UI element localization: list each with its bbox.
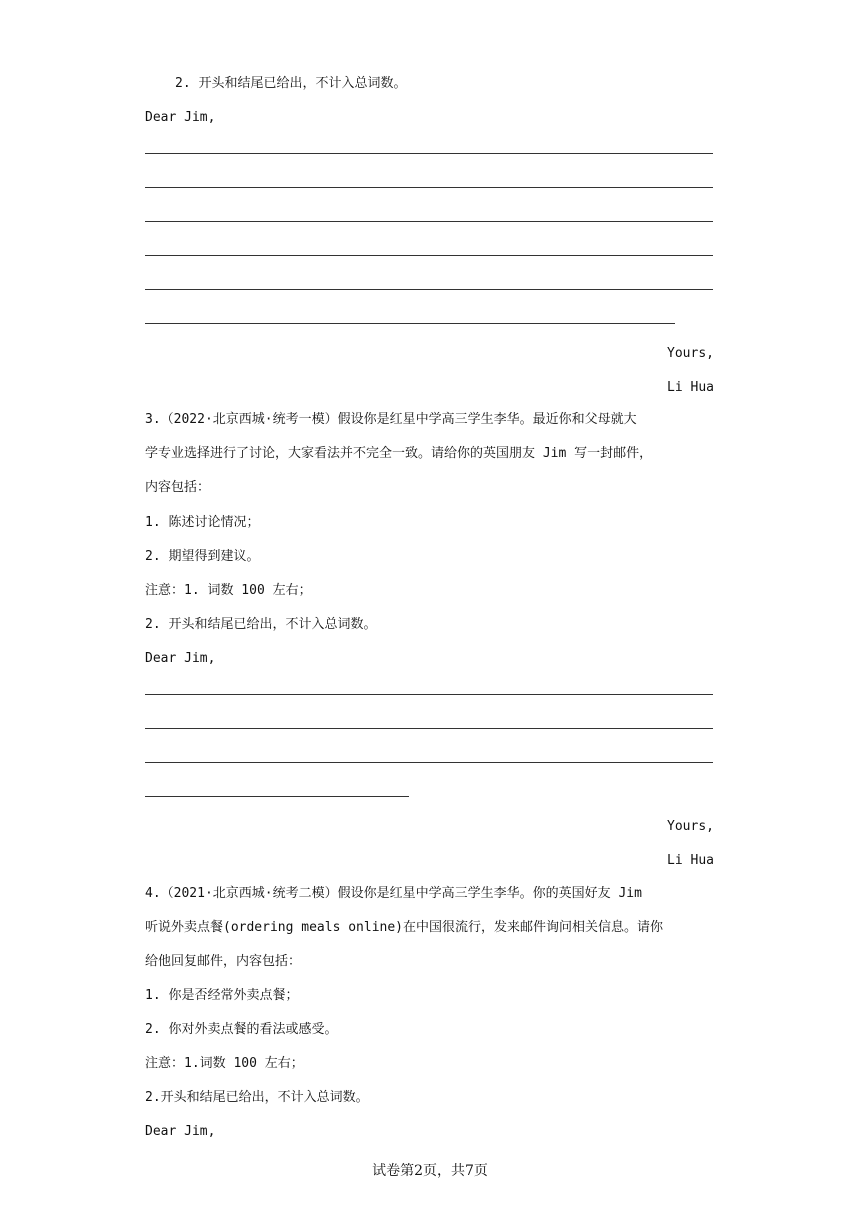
answer-line[interactable] xyxy=(145,221,713,222)
answer-line[interactable] xyxy=(145,255,713,256)
q2-note-2: 2. 开头和结尾已给出，不计入总词数。 xyxy=(175,76,407,91)
q4-point-1: 1. 你是否经常外卖点餐； xyxy=(145,988,299,1003)
q3-prompt-line-3: 内容包括： xyxy=(145,480,211,495)
q3-note-1: 注意：1. 词数 100 左右； xyxy=(145,583,312,598)
q4-note-2: 2.开头和结尾已给出，不计入总词数。 xyxy=(145,1090,369,1105)
q4-greeting: Dear Jim, xyxy=(145,1124,216,1139)
q3-greeting: Dear Jim, xyxy=(145,651,216,666)
answer-line[interactable] xyxy=(145,289,713,290)
q3-prompt-line-1: 3.（2022·北京西城·统考一模）假设你是红星中学高三学生李华。最近你和父母就大 xyxy=(145,412,637,427)
q3-point-2: 2. 期望得到建议。 xyxy=(145,549,260,564)
q4-prompt-line-1: 4.（2021·北京西城·统考二模）假设你是红星中学高三学生李华。你的英国好友 Jim xyxy=(145,886,642,901)
q2-signature: Li Hua xyxy=(667,380,714,395)
answer-line[interactable] xyxy=(145,762,713,763)
answer-line[interactable] xyxy=(145,728,713,729)
q3-prompt-line-2: 学专业选择进行了讨论，大家看法并不完全一致。请给你的英国朋友 Jim 写一封邮件， xyxy=(145,446,653,461)
q4-prompt-line-2: 听说外卖点餐(ordering meals online)在中国很流行，发来邮件询问相关信息。请你 xyxy=(145,920,664,935)
q4-point-2: 2. 你对外卖点餐的看法或感受。 xyxy=(145,1022,338,1037)
q3-closing: Yours, xyxy=(667,819,714,834)
q2-closing: Yours, xyxy=(667,346,714,361)
answer-line[interactable] xyxy=(145,796,409,797)
page-footer: 试卷第2页，共7页 xyxy=(372,1163,488,1179)
answer-line[interactable] xyxy=(145,153,713,154)
answer-line[interactable] xyxy=(145,323,675,324)
q3-note-2: 2. 开头和结尾已给出，不计入总词数。 xyxy=(145,617,377,632)
q4-note-1: 注意：1.词数 100 左右； xyxy=(145,1056,304,1071)
answer-line[interactable] xyxy=(145,694,713,695)
answer-line[interactable] xyxy=(145,187,713,188)
q4-prompt-line-3: 给他回复邮件，内容包括： xyxy=(145,954,302,969)
q2-greeting: Dear Jim, xyxy=(145,110,216,125)
q3-point-1: 1. 陈述讨论情况； xyxy=(145,515,260,530)
q3-signature: Li Hua xyxy=(667,853,714,868)
